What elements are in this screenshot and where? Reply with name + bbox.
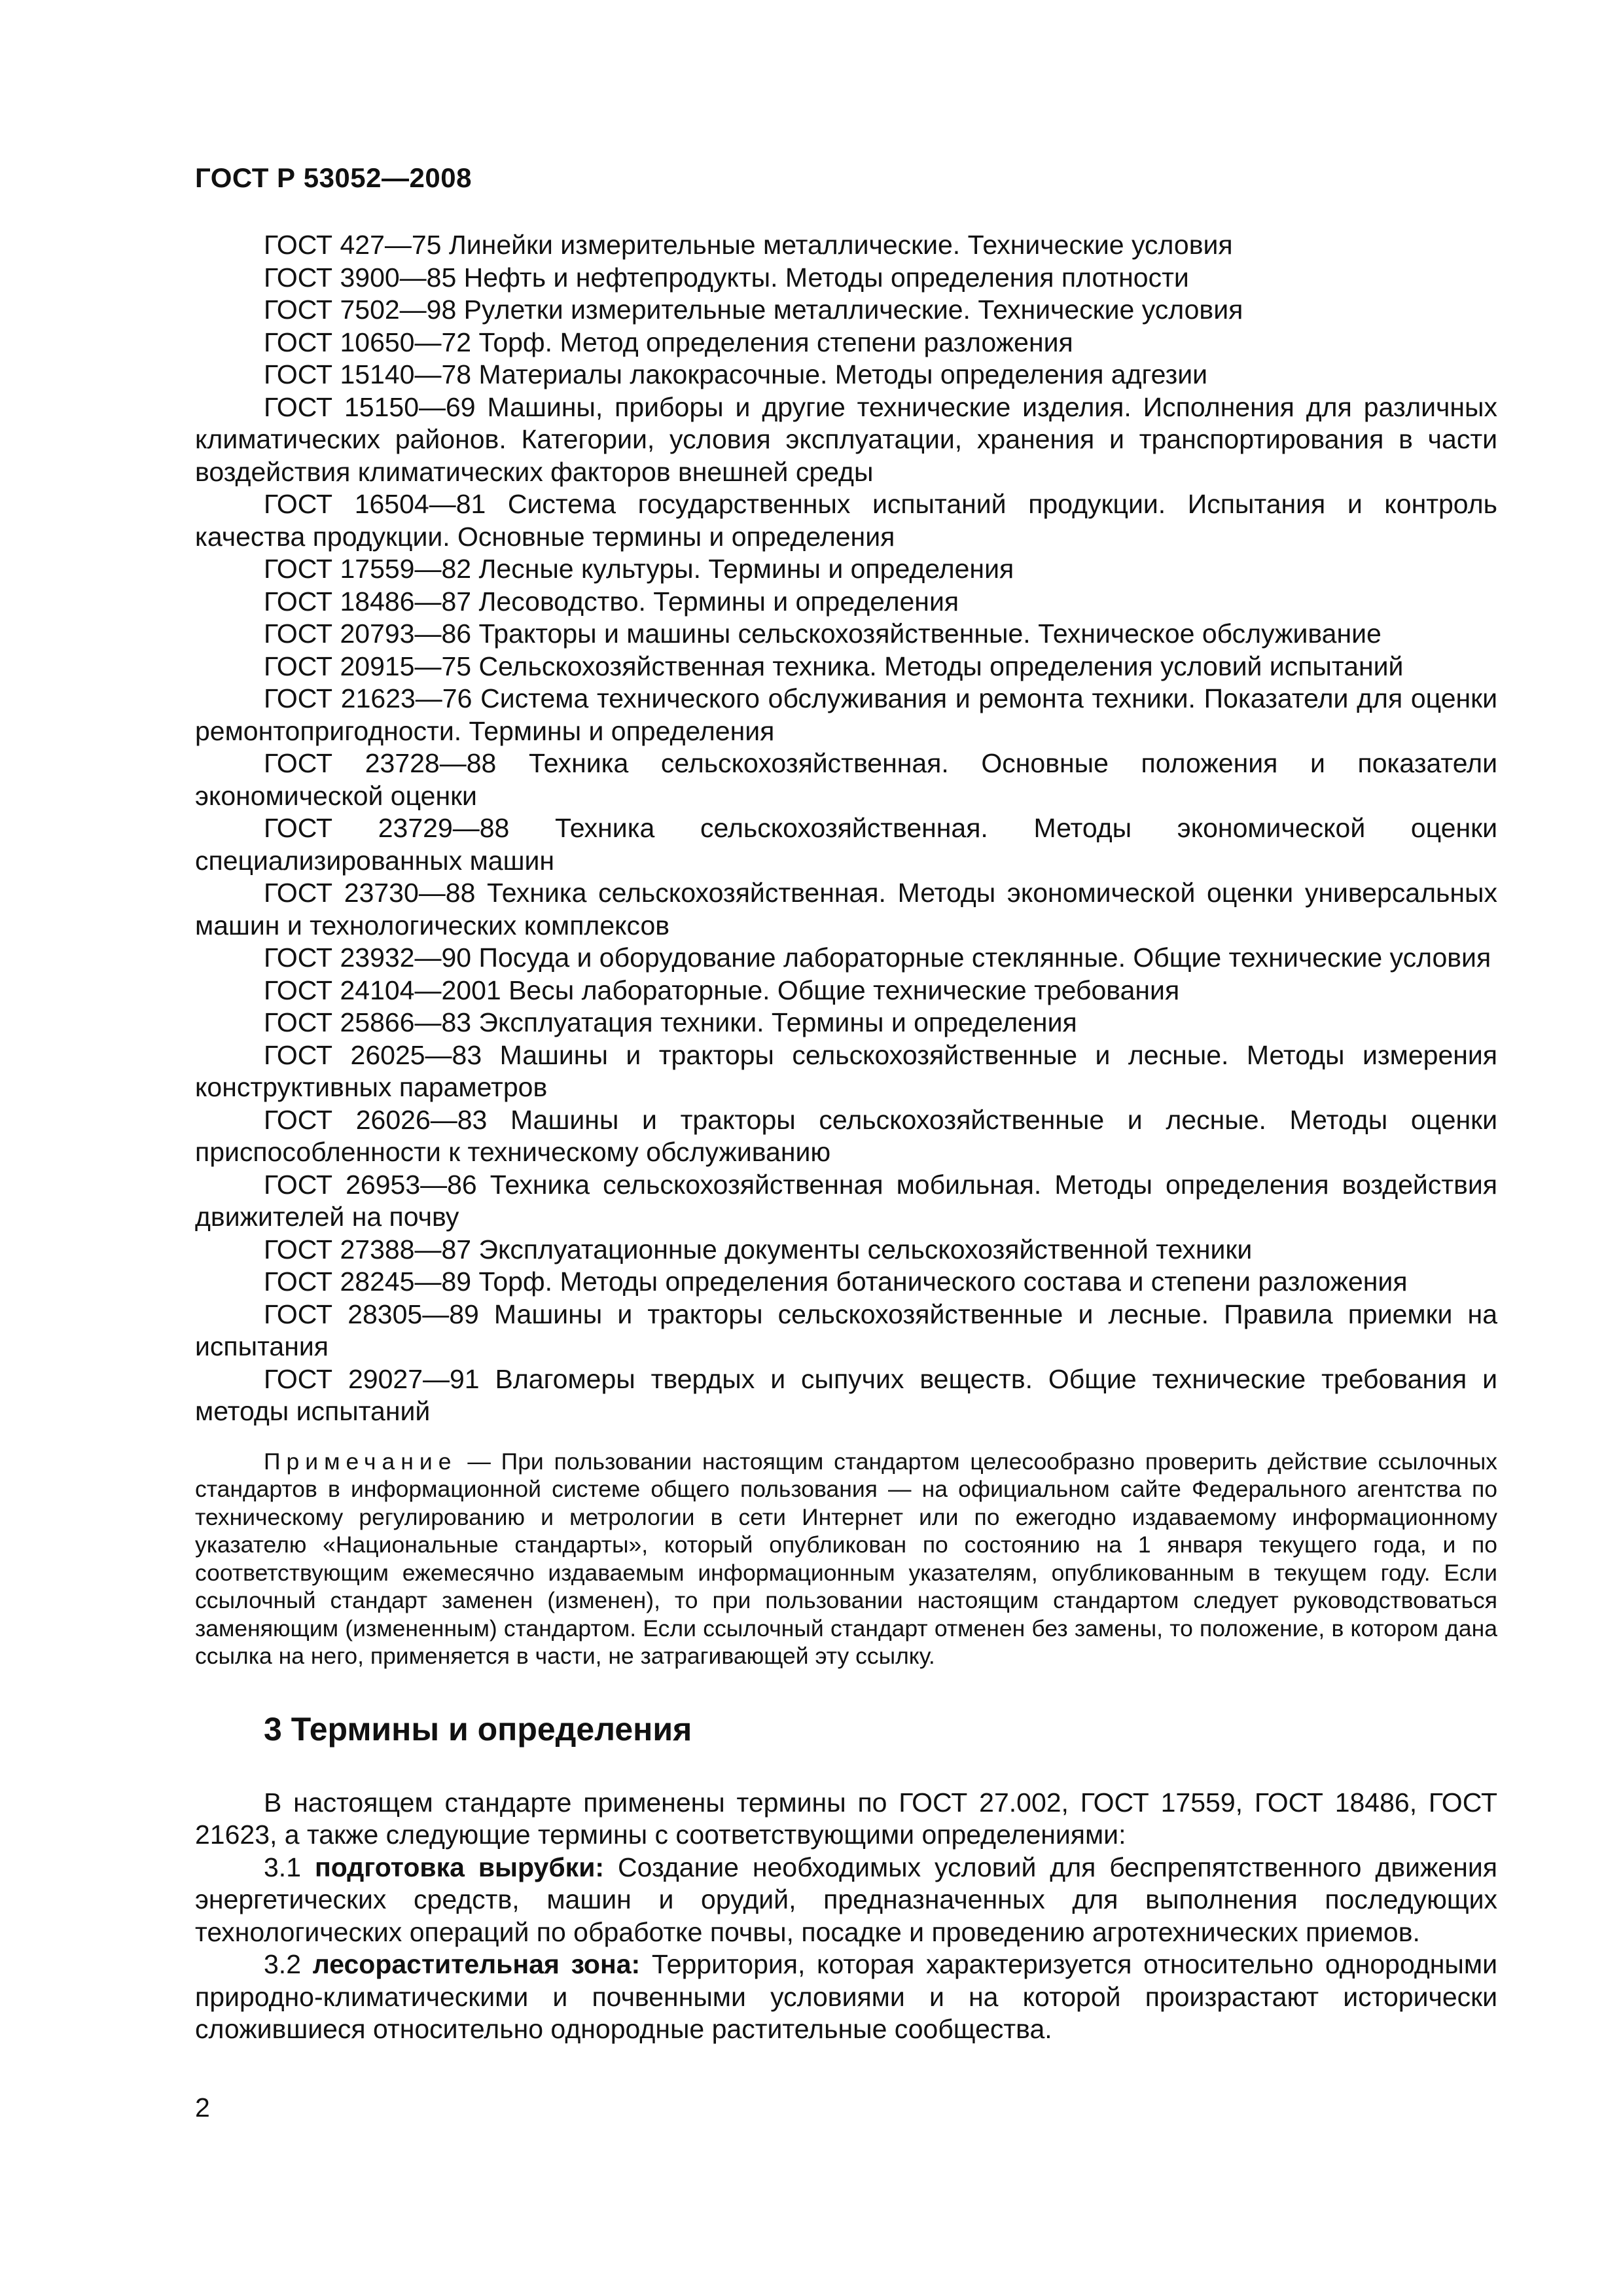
reference-item: ГОСТ 23730—88 Техника сельскохозяйственная. Методы экономической оценки универсальных машин и технологических комплексов	[195, 878, 1497, 941]
section-intro: В настоящем стандарте применены термины по ГОСТ 27.002, ГОСТ 17559, ГОСТ 18486, ГОСТ 21623, а также следующие термины с соответствующими определениями:	[195, 1787, 1497, 1850]
reference-item: ГОСТ 18486—87 Лесоводство. Термины и определения	[264, 586, 959, 617]
document-header: ГОСТ Р 53052—2008	[195, 162, 472, 193]
term-name: подготовка вырубки:	[314, 1852, 605, 1882]
reference-item: ГОСТ 15140—78 Материалы лакокрасочные. Методы определения адгезии	[264, 359, 1208, 389]
reference-item: ГОСТ 7502—98 Рулетки измерительные металлические. Технические условия	[264, 295, 1243, 325]
note-label: Примечание	[264, 1448, 457, 1475]
reference-item: ГОСТ 10650—72 Торф. Метод определения степени разложения	[264, 327, 1073, 357]
reference-item: ГОСТ 27388—87 Эксплуатационные документы сельскохозяйственной техники	[264, 1234, 1253, 1265]
term-text: Территория, которая характеризуется относительно однородными природно-климатическими и почвенными условиями и на которой произрастают исторически сложившиеся относительно однородные растительные сообщества.	[195, 1949, 1497, 2044]
reference-item: ГОСТ 3900—85 Нефть и нефтепродукты. Методы определения плотности	[264, 262, 1189, 293]
reference-item: ГОСТ 26025—83 Машины и тракторы сельскохозяйственные и лесные. Методы измерения конструктивных параметров	[195, 1039, 1497, 1102]
reference-item: ГОСТ 17559—82 Лесные культуры. Термины и определения	[264, 554, 1014, 584]
note-block	[195, 1448, 1497, 1670]
reference-item: ГОСТ 24104—2001 Весы лабораторные. Общие технические требования	[264, 975, 1180, 1005]
reference-item: ГОСТ 28305—89 Машины и тракторы сельскохозяйственные и лесные. Правила приемки на испытания	[195, 1299, 1497, 1361]
normative-references-list	[195, 229, 1497, 1428]
reference-item: ГОСТ 21623—76 Система технического обслуживания и ремонта техники. Показатели для оценки ремонтопригодности. Термины и определения	[195, 683, 1497, 746]
reference-item: ГОСТ 427—75 Линейки измерительные металлические. Технические условия	[264, 230, 1233, 260]
term-number: 3.1	[264, 1852, 301, 1882]
page-number: 2	[195, 2092, 210, 2123]
term-definition	[195, 1852, 1497, 1949]
reference-item: ГОСТ 28245—89 Торф. Методы определения ботанического состава и степени разложения	[264, 1266, 1408, 1297]
term-text: Создание необходимых условий для беспрепятственного движения энергетических средств, машин и орудий, предназначенных для выполнения последующих технологических операций по обработке почвы, посадке и проведению агротехнических приемов.	[195, 1852, 1497, 1947]
term-definition	[195, 1948, 1497, 2046]
reference-item: ГОСТ 23728—88 Техника сельскохозяйственная. Основные положения и показатели экономической оценки	[195, 748, 1497, 811]
reference-item: ГОСТ 20793—86 Тракторы и машины сельскохозяйственные. Техническое обслуживание	[264, 619, 1382, 649]
reference-item: ГОСТ 23729—88 Техника сельскохозяйственная. Методы экономической оценки специализированных машин	[195, 813, 1497, 876]
reference-item: ГОСТ 16504—81 Система государственных испытаний продукции. Испытания и контроль качества продукции. Основные термины и определения	[195, 489, 1497, 552]
reference-item: ГОСТ 23932—90 Посуда и оборудование лабораторные стеклянные. Общие технические условия	[264, 942, 1491, 973]
section-title: 3 Термины и определения	[264, 1710, 692, 1748]
reference-item: ГОСТ 26026—83 Машины и тракторы сельскохозяйственные и лесные. Методы оценки приспособленности к техническому обслуживанию	[195, 1104, 1497, 1167]
term-number: 3.2	[264, 1949, 301, 1979]
reference-item: ГОСТ 26953—86 Техника сельскохозяйственная мобильная. Методы определения воздействия движителей на почву	[195, 1169, 1497, 1232]
reference-item: ГОСТ 15150—69 Машины, приборы и другие технические изделия. Исполнения для различных климатических районов. Категории, условия эксплуатации, хранения и транспортирования в части воздействия климатических факторов внешней среды	[195, 391, 1497, 487]
note-text: — При пользовании настоящим стандартом целесообразно проверить действие ссылочных стандартов в информационной системе общего пользования — на официальном сайте Федерального агентства по техническому регулированию и метрологии в сети Интернет или по ежегодно издаваемому информационному указателю «Национальные стандарты», который опубликован по состоянию на 1 января текущего года, и по соответствующим ежемесячно издаваемым информационным указателям, опубликованным в текущем году. Если ссылочный стандарт заменен (изменен), то при пользовании настоящим стандартом следует руководствоваться заменяющим (измененным) стандартом. Если ссылочный стандарт отменен без замены, то положение, в котором дана ссылка на него, применяется в части, не затрагивающей эту ссылку.	[195, 1448, 1497, 1669]
reference-item: ГОСТ 25866—83 Эксплуатация техники. Термины и определения	[264, 1007, 1077, 1037]
reference-item: ГОСТ 20915—75 Сельскохозяйственная техника. Методы определения условий испытаний	[264, 651, 1404, 681]
term-name: лесорастительная зона:	[312, 1949, 641, 1979]
document-content	[195, 229, 1497, 2046]
reference-item: ГОСТ 29027—91 Влагомеры твердых и сыпучих веществ. Общие технические требования и методы испытаний	[195, 1363, 1497, 1426]
